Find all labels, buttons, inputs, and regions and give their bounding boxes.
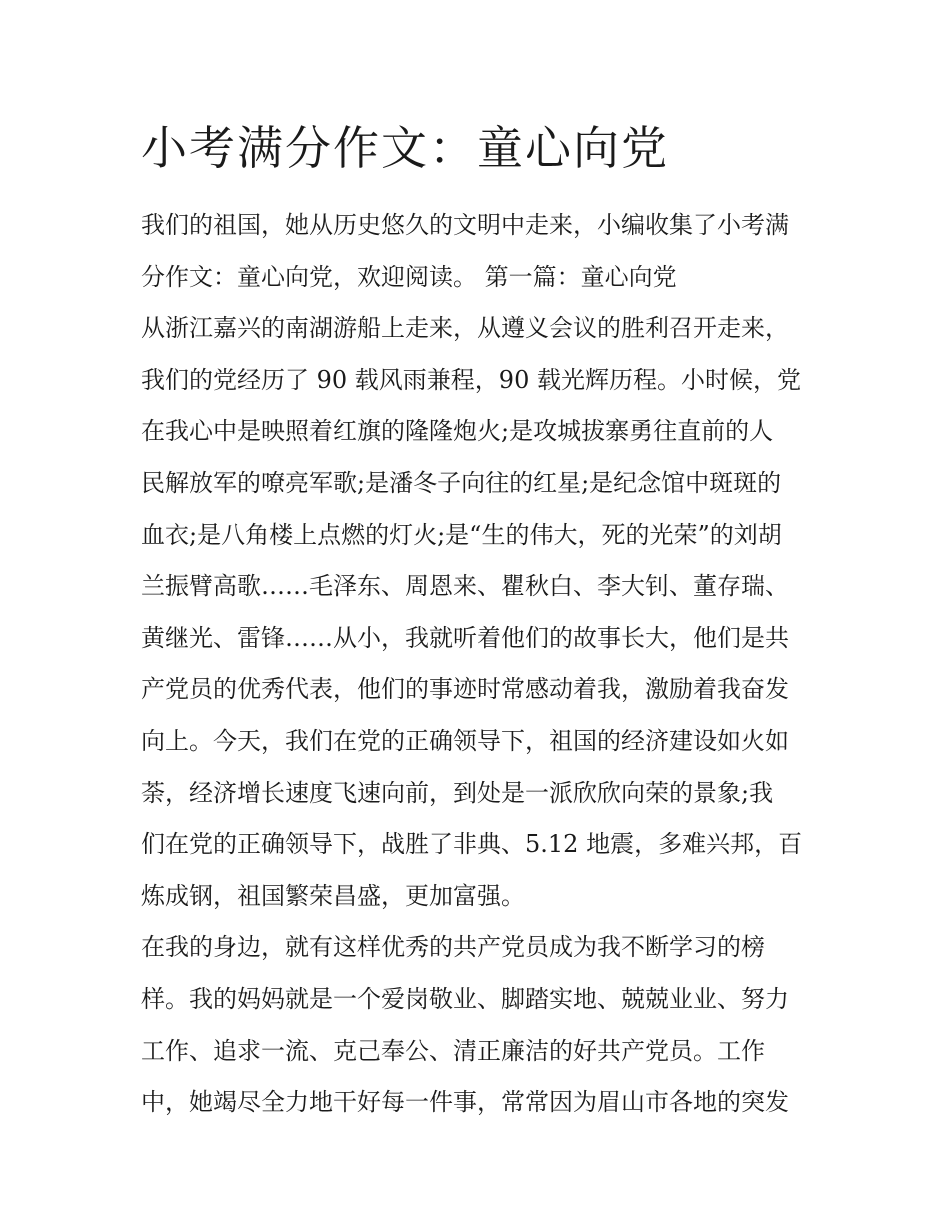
- body-line: 从浙江嘉兴的南湖游船上走来，从遵义会议的胜利召开走来，: [141, 314, 789, 343]
- document-body: [141, 200, 821, 1129]
- body-line: 在我心中是映照着红旗的隆隆炮火;是攻城拔寨勇往直前的人: [141, 417, 774, 446]
- body-line: 民解放军的嘹亮军歌;是潘冬子向往的红星;是纪念馆中斑斑的: [141, 468, 782, 497]
- body-line: 们在党的正确领导下，战胜了非典、5.12 地震，多难兴邦，百: [141, 830, 803, 859]
- body-line: 荼，经济增长速度飞速向前，到处是一派欣欣向荣的景象;我: [141, 778, 774, 807]
- body-line: 我们的党经历了 90 载风雨兼程，90 载光辉历程。小时候，党: [141, 365, 801, 394]
- body-line: 兰振臂高歌……毛泽东、周恩来、瞿秋白、李大钊、董存瑞、: [141, 572, 789, 601]
- body-line: 黄继光、雷锋……从小，我就听着他们的故事长大，他们是共: [141, 623, 789, 652]
- body-line: 在我的身边，就有这样优秀的共产党员成为我不断学习的榜: [141, 933, 765, 962]
- body-line: 中，她竭尽全力地干好每一件事，常常因为眉山市各地的突发: [141, 1088, 789, 1117]
- body-line: 向上。今天，我们在党的正确领导下，祖国的经济建设如火如: [141, 726, 789, 755]
- body-line: 炼成钢，祖国繁荣昌盛，更加富强。: [141, 881, 525, 910]
- body-line: 我们的祖国，她从历史悠久的文明中走来，小编收集了小考满: [141, 211, 789, 239]
- body-line: 产党员的优秀代表，他们的事迹时常感动着我，激励着我奋发: [141, 675, 789, 704]
- body-line: 样。我的妈妈就是一个爱岗敬业、脚踏实地、兢兢业业、努力: [141, 984, 789, 1013]
- body-line: 工作、追求一流、克己奉公、清正廉洁的好共产党员。工作: [141, 1036, 765, 1065]
- document-title: 小考满分作文：童心向党: [141, 121, 669, 175]
- body-line: 血衣;是八角楼上点燃的灯火;是“生的伟大，死的光荣”的刘胡: [141, 520, 782, 549]
- body-line: 分作文：童心向党，欢迎阅读。 第一篇：童心向党: [141, 262, 677, 291]
